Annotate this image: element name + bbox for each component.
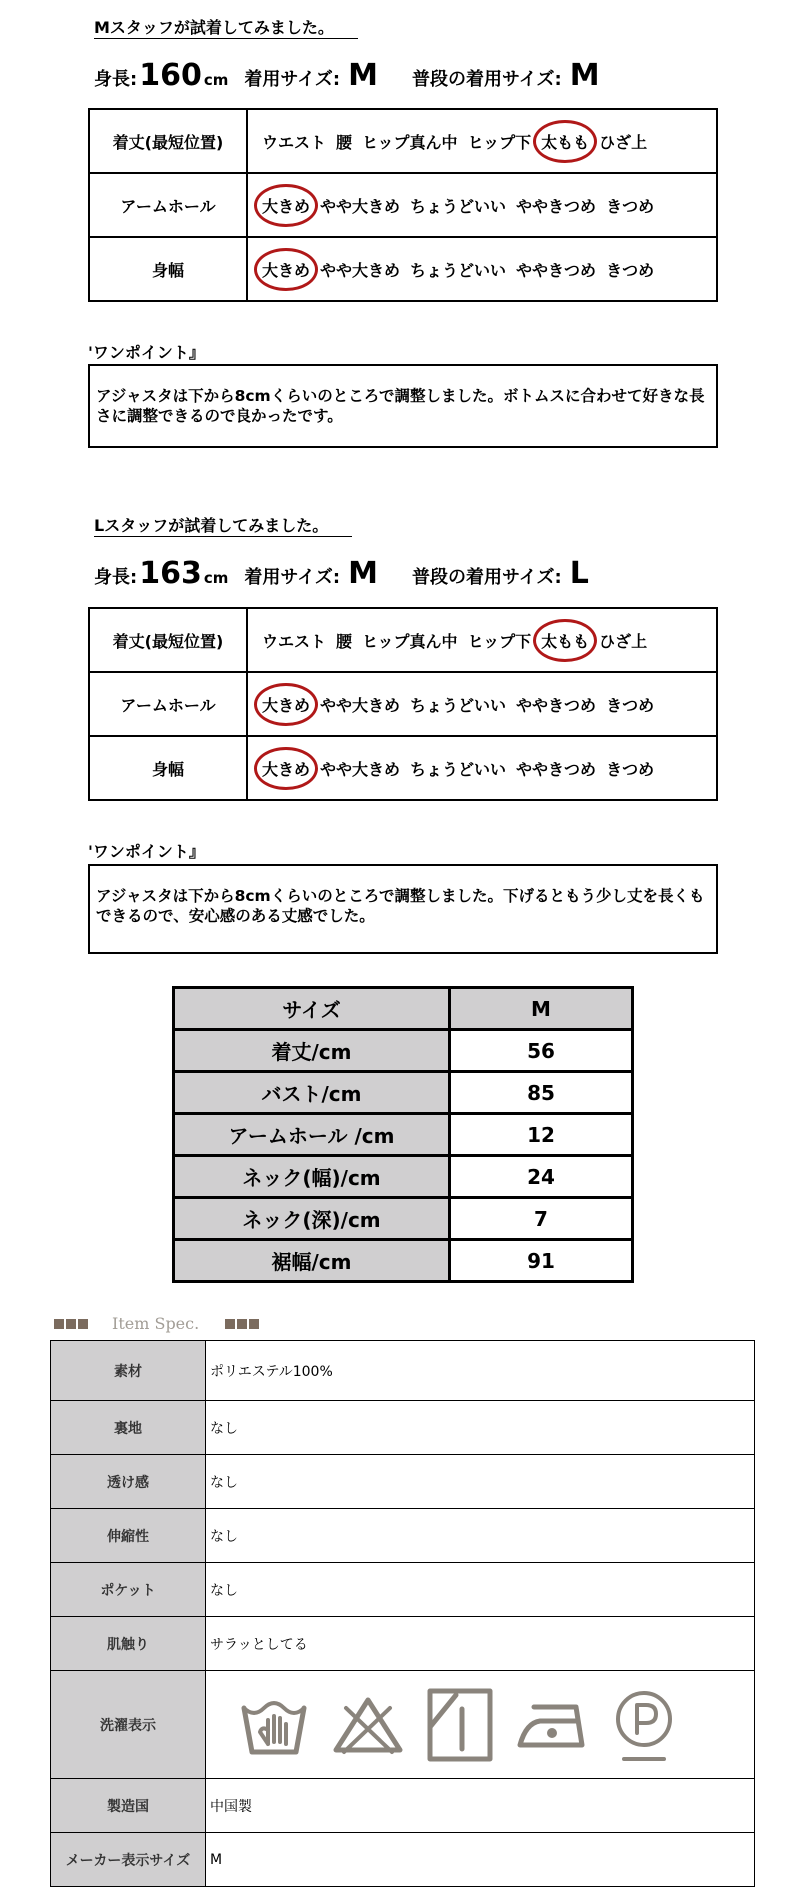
fit-option-selected: 大きめ <box>262 194 310 217</box>
fit-option: きつめ <box>606 260 655 280</box>
square-icon <box>249 1319 259 1329</box>
size-row-label: ネック(幅)/cm <box>174 1156 450 1198</box>
fit-row <box>89 608 717 672</box>
spec-row <box>51 1401 755 1455</box>
dry-clean-p-icon <box>610 1687 678 1763</box>
size-row-value: 56 <box>450 1030 633 1072</box>
fit-option: ひざ上 <box>599 132 648 152</box>
fit-option: ややきつめ <box>516 196 597 216</box>
height-label: 身長: <box>94 567 138 588</box>
wear-size-value: M <box>348 58 378 93</box>
fit-option: きつめ <box>606 695 655 715</box>
fit-option: やや大きめ <box>320 196 401 216</box>
spec-value: サラッとしてる <box>206 1617 755 1671</box>
spec-key: 肌触り <box>51 1617 206 1671</box>
spec-value: ポリエステル100% <box>206 1341 755 1401</box>
fit-option: ややきつめ <box>516 260 597 280</box>
fit-option: ちょうどいい <box>410 695 507 715</box>
fit-option-selected: 太もも <box>541 629 589 652</box>
size-row-value: 85 <box>450 1072 633 1114</box>
fit-option: ウエスト <box>262 132 327 152</box>
size-row-label: ネック(深)/cm <box>174 1198 450 1240</box>
fit-options <box>247 109 717 173</box>
fit-option: やや大きめ <box>320 260 401 280</box>
staff-l-onepoint-text: アジャスタは下から8cmくらいのところで調整しました。下げるともう少し丈を長くもできるので、安心感のある丈感でした。 <box>88 864 718 954</box>
fit-option: ややきつめ <box>516 759 597 779</box>
size-header-value: M <box>450 988 633 1030</box>
spec-key: 伸縮性 <box>51 1509 206 1563</box>
staff-m-onepoint-title: 'ワンポイント』 <box>88 343 205 362</box>
fit-option: 腰 <box>336 132 353 152</box>
care-icons <box>206 1671 755 1779</box>
usual-size-label: 普段の着用サイズ: <box>411 69 562 90</box>
size-row <box>174 1114 633 1156</box>
wear-size-value: M <box>348 556 378 591</box>
size-row <box>174 1198 633 1240</box>
fit-option-selected: 大きめ <box>262 693 310 716</box>
fit-row-label: 着丈(最短位置) <box>89 109 247 173</box>
staff-m-stats <box>94 58 634 93</box>
fit-option: ヒップ真ん中 <box>362 132 458 152</box>
fit-option: ちょうどいい <box>410 759 507 779</box>
item-spec-title: Item Spec. <box>112 1314 200 1333</box>
fit-row <box>89 173 717 237</box>
fit-row-label: 身幅 <box>89 237 247 301</box>
fit-options <box>247 672 717 736</box>
spec-key: 洗濯表示 <box>51 1671 206 1779</box>
wear-size-label: 着用サイズ: <box>244 567 341 588</box>
fit-option: やや大きめ <box>320 759 401 779</box>
fit-option: ちょうどいい <box>410 260 507 280</box>
spec-key: ポケット <box>51 1563 206 1617</box>
usual-size-value: M <box>569 58 600 93</box>
fit-row <box>89 736 717 800</box>
spec-value: 中国製 <box>206 1779 755 1833</box>
size-row <box>174 1156 633 1198</box>
spec-value: M <box>206 1833 755 1887</box>
fit-option: 腰 <box>336 631 353 651</box>
spec-row <box>51 1833 755 1887</box>
item-spec-header <box>54 1314 261 1333</box>
fit-option: ちょうどいい <box>410 196 507 216</box>
spec-row <box>51 1617 755 1671</box>
spec-row <box>51 1509 755 1563</box>
fit-option: やや大きめ <box>320 695 401 715</box>
staff-m-onepoint-text: アジャスタは下から8cmくらいのところで調整しました。ボトムスに合わせて好きな長さに調整できるので良かったです。 <box>88 364 718 448</box>
fit-option-selected: 大きめ <box>262 757 310 780</box>
iron-low-icon <box>516 1697 588 1753</box>
spec-value: なし <box>206 1401 755 1455</box>
fit-option: ヒップ真ん中 <box>362 631 458 651</box>
size-row-label: アームホール /cm <box>174 1114 450 1156</box>
staff-l-onepoint-title: 'ワンポイント』 <box>88 842 205 861</box>
fit-row-label: 身幅 <box>89 736 247 800</box>
fit-option: きつめ <box>606 759 655 779</box>
fit-row <box>89 109 717 173</box>
size-header-label: サイズ <box>174 988 450 1030</box>
size-table <box>172 986 634 1283</box>
square-icon <box>237 1319 247 1329</box>
size-row-label: 着丈/cm <box>174 1030 450 1072</box>
spec-key: 透け感 <box>51 1455 206 1509</box>
fit-option-selected: 大きめ <box>262 258 310 281</box>
square-icon <box>66 1319 76 1329</box>
usual-size-value: L <box>569 556 589 591</box>
hand-wash-icon <box>238 1694 310 1756</box>
fit-row <box>89 237 717 301</box>
spec-value: なし <box>206 1455 755 1509</box>
staff-l-title: Lスタッフが試着してみました。 <box>94 516 352 537</box>
size-row-value: 24 <box>450 1156 633 1198</box>
size-row <box>174 1072 633 1114</box>
square-icon <box>78 1319 88 1329</box>
staff-l-fit-table <box>88 607 718 801</box>
fit-option: ヒップ下 <box>467 631 532 651</box>
size-row-value: 12 <box>450 1114 633 1156</box>
square-icon <box>225 1319 235 1329</box>
fit-option: きつめ <box>606 196 655 216</box>
spec-value: なし <box>206 1509 755 1563</box>
height-unit: cm <box>203 71 229 89</box>
size-table-header <box>174 988 633 1030</box>
size-row <box>174 1030 633 1072</box>
height-value: 163 <box>139 556 202 591</box>
staff-m-fit-table <box>88 108 718 302</box>
fit-row-label: 着丈(最短位置) <box>89 608 247 672</box>
fit-option: ひざ上 <box>599 631 648 651</box>
item-spec-table <box>50 1340 755 1887</box>
size-row-label: バスト/cm <box>174 1072 450 1114</box>
size-row-label: 裾幅/cm <box>174 1240 450 1282</box>
height-value: 160 <box>139 58 202 93</box>
staff-l-stats <box>94 556 623 591</box>
height-label: 身長: <box>94 69 138 90</box>
fit-row <box>89 672 717 736</box>
spec-key: 素材 <box>51 1341 206 1401</box>
fit-options <box>247 237 717 301</box>
fit-option: ヒップ下 <box>467 132 532 152</box>
fit-options <box>247 608 717 672</box>
spec-key: 裏地 <box>51 1401 206 1455</box>
square-icon <box>54 1319 64 1329</box>
wear-size-label: 着用サイズ: <box>244 69 341 90</box>
spec-row <box>51 1341 755 1401</box>
size-row-value: 7 <box>450 1198 633 1240</box>
height-unit: cm <box>203 569 229 587</box>
usual-size-label: 普段の着用サイズ: <box>411 567 562 588</box>
tumble-dry-icon <box>426 1687 494 1763</box>
fit-option: ウエスト <box>262 631 327 651</box>
fit-row-label: アームホール <box>89 173 247 237</box>
staff-m-title: Mスタッフが試着してみました。 <box>94 18 358 39</box>
fit-row-label: アームホール <box>89 672 247 736</box>
spec-key: 製造国 <box>51 1779 206 1833</box>
spec-row <box>51 1455 755 1509</box>
spec-row <box>51 1779 755 1833</box>
spec-value: なし <box>206 1563 755 1617</box>
no-bleach-icon <box>332 1694 404 1756</box>
size-row-value: 91 <box>450 1240 633 1282</box>
spec-row-care <box>51 1671 755 1779</box>
fit-options <box>247 736 717 800</box>
size-row <box>174 1240 633 1282</box>
spec-row <box>51 1563 755 1617</box>
fit-option-selected: 太もも <box>541 130 589 153</box>
fit-options <box>247 173 717 237</box>
spec-key: メーカー表示サイズ <box>51 1833 206 1887</box>
fit-option: ややきつめ <box>516 695 597 715</box>
